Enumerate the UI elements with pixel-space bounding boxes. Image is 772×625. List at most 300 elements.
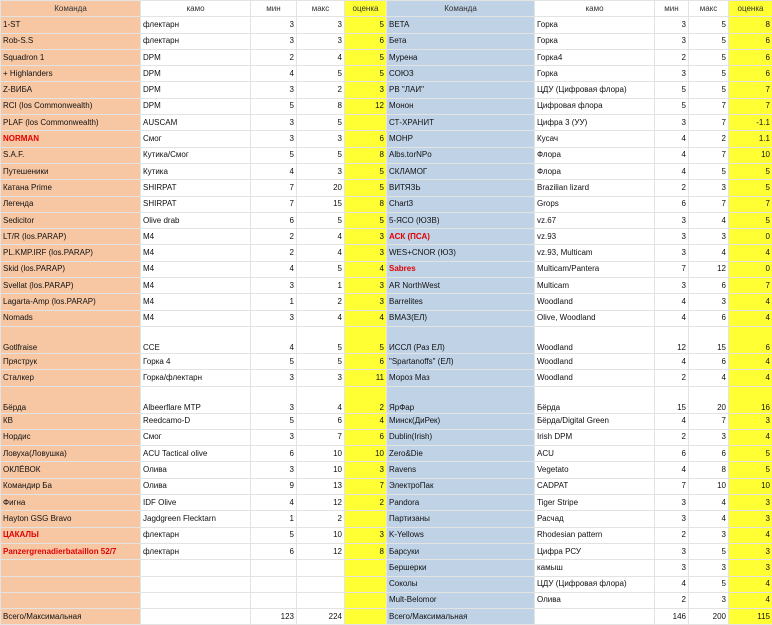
table-row (1, 511, 772, 527)
table-cell: Катана Prime (1, 180, 141, 196)
table-cell: 6 (729, 49, 772, 65)
table-cell: 2 (689, 131, 729, 147)
table-cell: 12 (297, 543, 345, 559)
table-cell: Grops (535, 196, 655, 212)
table-cell: 7 (689, 98, 729, 114)
table-cell: Барсуки (387, 543, 535, 559)
table-cell (251, 592, 297, 608)
table-cell: Ravens (387, 462, 535, 478)
table-cell: M4 (141, 294, 251, 310)
table-cell: 3 (297, 370, 345, 386)
table-row (1, 310, 772, 326)
table-cell: Флора (535, 147, 655, 163)
table-cell: 5-ЯСО (ЮЗВ) (387, 212, 535, 228)
table-cell: МОНР (387, 131, 535, 147)
table-cell: 4 (655, 462, 689, 478)
table-cell: 4 (689, 370, 729, 386)
table-cell: Mult-Belomor (387, 592, 535, 608)
table-cell: 7 (655, 261, 689, 277)
table-cell: 3 (345, 229, 387, 245)
table-cell: 8 (689, 462, 729, 478)
table-cell: 6 (729, 66, 772, 82)
table-cell: Всего/Максимальная (1, 609, 141, 625)
table-cell: Woodland (535, 370, 655, 386)
table-cell: 6 (345, 131, 387, 147)
table-cell: AR NorthWest (387, 278, 535, 294)
table-cell: 4 (729, 353, 772, 369)
table-cell: 3 (689, 560, 729, 576)
table-cell: 7 (689, 413, 729, 429)
table-cell: 4 (729, 576, 772, 592)
table-cell: 4 (655, 413, 689, 429)
table-cell: S.A.F. (1, 147, 141, 163)
table-cell: 7 (251, 196, 297, 212)
table-cell: Минск(ДиРек) (387, 413, 535, 429)
table-cell: 3 (345, 294, 387, 310)
table-row (1, 294, 772, 310)
table-cell: 10 (729, 147, 772, 163)
table-cell: 10 (297, 527, 345, 543)
table-cell: 6 (251, 212, 297, 228)
table-cell: Цифра 3 (УУ) (535, 115, 655, 131)
table-cell: 7 (689, 147, 729, 163)
table-cell: Бёрда (535, 386, 655, 413)
table-cell: 5 (729, 212, 772, 228)
table-cell: Бёрда (1, 386, 141, 413)
table-cell: 3 (655, 115, 689, 131)
table-cell: 8 (345, 147, 387, 163)
table-cell: Jagdgreen Flecktarn (141, 511, 251, 527)
table-cell (251, 560, 297, 576)
table-cell: Multicam/Pantera (535, 261, 655, 277)
table-cell: 4 (251, 495, 297, 511)
table-cell: 3 (655, 278, 689, 294)
table-cell: 5 (345, 212, 387, 228)
table-cell: ЭлектроПак (387, 478, 535, 494)
table-cell: флектарн (141, 17, 251, 33)
table-cell: 146 (655, 609, 689, 625)
table-cell: CCE (141, 326, 251, 353)
table-cell: "Spartanoffs" (ЕЛ) (387, 353, 535, 369)
table-cell: 16 (729, 386, 772, 413)
table-cell: vz.67 (535, 212, 655, 228)
table-cell: 3 (689, 180, 729, 196)
table-cell: AUSCAM (141, 115, 251, 131)
header-cell: мин (251, 1, 297, 17)
table-cell: 4 (689, 511, 729, 527)
table-cell: 3 (655, 245, 689, 261)
table-cell: Горка (535, 33, 655, 49)
table-cell: 3 (297, 17, 345, 33)
table-cell: 4 (729, 370, 772, 386)
table-row (1, 147, 772, 163)
table-body (1, 1, 772, 625)
table-cell: 9 (251, 478, 297, 494)
table-cell: Цифровая флора (535, 98, 655, 114)
table-cell: 4 (655, 131, 689, 147)
table-cell: vz.93, Multicam (535, 245, 655, 261)
table-cell: 5 (297, 212, 345, 228)
header-row (1, 1, 772, 17)
table-cell: 3 (729, 543, 772, 559)
table-cell: 4 (729, 245, 772, 261)
table-cell: 5 (689, 543, 729, 559)
table-cell (141, 609, 251, 625)
table-cell: 15 (297, 196, 345, 212)
table-cell: Sedicitor (1, 212, 141, 228)
table-cell: 4 (251, 163, 297, 179)
table-cell: IDF Olive (141, 495, 251, 511)
table-cell: M4 (141, 278, 251, 294)
table-cell: ACU Tactical olive (141, 446, 251, 462)
table-cell: 3 (345, 245, 387, 261)
table-cell: 8 (297, 98, 345, 114)
table-cell: 4 (729, 527, 772, 543)
table-cell: 3 (251, 131, 297, 147)
table-cell: 15 (689, 326, 729, 353)
table-cell: 3 (297, 131, 345, 147)
table-cell: камыш (535, 560, 655, 576)
table-cell: 6 (297, 413, 345, 429)
table-cell: Zero&Die (387, 446, 535, 462)
table-cell: 4 (655, 576, 689, 592)
table-cell: Chart3 (387, 196, 535, 212)
table-cell: 3 (297, 33, 345, 49)
table-cell: 12 (655, 326, 689, 353)
table-cell: Sabres (387, 261, 535, 277)
table-cell: Бершерки (387, 560, 535, 576)
table-cell: BETA (387, 17, 535, 33)
table-cell: СКЛАМОГ (387, 163, 535, 179)
table-cell: 123 (251, 609, 297, 625)
table-cell: 2 (655, 527, 689, 543)
table-cell: Hayton GSG Bravo (1, 511, 141, 527)
table-cell: 10 (689, 478, 729, 494)
table-cell: 3 (251, 462, 297, 478)
table-cell: 5 (689, 33, 729, 49)
table-cell: 4 (655, 294, 689, 310)
table-cell: 7 (297, 429, 345, 445)
table-cell: 224 (297, 609, 345, 625)
table-row (1, 576, 772, 592)
table-cell: 3 (729, 413, 772, 429)
table-cell: Соколы (387, 576, 535, 592)
table-cell: Woodland (535, 326, 655, 353)
table-cell: АСК (ПСА) (387, 229, 535, 245)
table-cell: 8 (345, 196, 387, 212)
table-cell: Монон (387, 98, 535, 114)
table-cell: 7 (689, 196, 729, 212)
table-cell: 5 (729, 163, 772, 179)
header-cell: Команда (387, 1, 535, 17)
table-cell (535, 609, 655, 625)
table-cell: M4 (141, 261, 251, 277)
table-cell (297, 576, 345, 592)
table-cell: ОКЛЁВОК (1, 462, 141, 478)
table-cell: 6 (729, 33, 772, 49)
table-cell: 4 (729, 592, 772, 608)
table-cell: 3 (729, 511, 772, 527)
table-cell: Z-ВИБА (1, 82, 141, 98)
table-cell: 6 (251, 543, 297, 559)
table-cell: 7 (729, 98, 772, 114)
table-cell: Nomads (1, 310, 141, 326)
table-cell: 3 (655, 212, 689, 228)
table-cell: Нордис (1, 429, 141, 445)
table-cell: ВИТЯЗЬ (387, 180, 535, 196)
table-cell: Легенда (1, 196, 141, 212)
table-cell: Tiger Stripe (535, 495, 655, 511)
table-cell: 3 (345, 462, 387, 478)
table-cell: 3 (655, 495, 689, 511)
table-cell: Сталкер (1, 370, 141, 386)
table-cell: 5 (297, 147, 345, 163)
table-cell: Командир Ба (1, 478, 141, 494)
table-cell: 4 (655, 147, 689, 163)
table-cell: Флора (535, 163, 655, 179)
table-cell: M4 (141, 229, 251, 245)
table-cell: 3 (251, 17, 297, 33)
table-cell: 7 (729, 196, 772, 212)
table-cell: СОЮЗ (387, 66, 535, 82)
table-cell: Всего/Максимальная (387, 609, 535, 625)
table-cell: 2 (251, 229, 297, 245)
table-cell: 6 (655, 196, 689, 212)
header-cell: оценка (729, 1, 772, 17)
table-cell: CADPAT (535, 478, 655, 494)
table-cell: 4 (729, 294, 772, 310)
table-cell: 3 (655, 543, 689, 559)
header-cell: макс (297, 1, 345, 17)
table-cell: Brazilian lizard (535, 180, 655, 196)
table-cell: Irish DPM (535, 429, 655, 445)
table-cell: Olive, Woodland (535, 310, 655, 326)
table-cell: 4 (297, 386, 345, 413)
table-row (1, 49, 772, 65)
table-cell (345, 609, 387, 625)
table-cell (345, 560, 387, 576)
table-cell: 3 (345, 278, 387, 294)
table-cell: Пряструк (1, 353, 141, 369)
table-cell: Мороз Маз (387, 370, 535, 386)
table-cell: + Highlanders (1, 66, 141, 82)
header-cell: макс (689, 1, 729, 17)
table-cell: 115 (729, 609, 772, 625)
table-cell (345, 115, 387, 131)
table-cell: Кусач (535, 131, 655, 147)
table-cell (297, 560, 345, 576)
table-cell: PL.KMP.IRF (los.PARAP) (1, 245, 141, 261)
table-cell: 10 (345, 446, 387, 462)
table-cell (345, 576, 387, 592)
table-cell: 8 (729, 17, 772, 33)
table-row (1, 386, 772, 413)
table-cell: Бёрда/Digital Green (535, 413, 655, 429)
table-cell: 3 (655, 560, 689, 576)
table-cell: ЦДУ (Цифровая флора) (535, 576, 655, 592)
table-cell: 12 (345, 98, 387, 114)
table-cell: 4 (297, 245, 345, 261)
table-cell: DPM (141, 98, 251, 114)
table-cell: 4 (729, 429, 772, 445)
table-cell: флектарн (141, 543, 251, 559)
table-cell: 5 (345, 163, 387, 179)
table-cell: ИССЛ (Раз ЕЛ) (387, 326, 535, 353)
table-cell: 5 (251, 413, 297, 429)
table-cell: WES+CNOR (ЮЗ) (387, 245, 535, 261)
table-cell: 3 (251, 370, 297, 386)
table-row (1, 429, 772, 445)
table-cell (1, 592, 141, 608)
table-cell: vz.93 (535, 229, 655, 245)
table-row (1, 163, 772, 179)
header-cell: оценка (345, 1, 387, 17)
table-cell (141, 576, 251, 592)
table-cell: 3 (689, 527, 729, 543)
table-cell: 4 (655, 163, 689, 179)
table-cell: M4 (141, 245, 251, 261)
table-cell: 1.1 (729, 131, 772, 147)
table-cell: 2 (297, 294, 345, 310)
table-cell: 5 (297, 353, 345, 369)
table-cell: Цифра РСУ (535, 543, 655, 559)
table-cell: 4 (345, 310, 387, 326)
table-cell: 20 (297, 180, 345, 196)
table-cell: Rhodesian pattern (535, 527, 655, 543)
table-cell: 4 (689, 212, 729, 228)
table-cell: 7 (729, 278, 772, 294)
table-cell: Смог (141, 429, 251, 445)
table-cell (251, 576, 297, 592)
table-cell: 4 (689, 245, 729, 261)
table-cell: 5 (655, 98, 689, 114)
table-cell: DPM (141, 49, 251, 65)
table-cell: 5 (251, 353, 297, 369)
table-cell: 4 (251, 66, 297, 82)
table-cell: Ловуха(Ловушка) (1, 446, 141, 462)
table-cell: 3 (655, 17, 689, 33)
table-cell: Albeerflare MTP (141, 386, 251, 413)
table-cell: ВМАЗ(ЕЛ) (387, 310, 535, 326)
table-cell: 6 (729, 326, 772, 353)
table-cell: 4 (729, 310, 772, 326)
table-cell: 3 (689, 294, 729, 310)
table-cell: ACU (535, 446, 655, 462)
table-cell: 3 (655, 511, 689, 527)
table-cell: 4 (297, 49, 345, 65)
table-row (1, 353, 772, 369)
table-cell: 5 (689, 66, 729, 82)
table-row (1, 261, 772, 277)
table-row (1, 592, 772, 608)
table-cell: Партизаны (387, 511, 535, 527)
table-cell: 6 (251, 446, 297, 462)
table-cell: Olive drab (141, 212, 251, 228)
table-cell: 5 (251, 98, 297, 114)
table-row (1, 212, 772, 228)
table-cell: 6 (655, 446, 689, 462)
table-cell: 7 (689, 115, 729, 131)
table-cell (1, 576, 141, 592)
table-cell: ЦДУ (Цифровая флора) (535, 82, 655, 98)
table-cell: PLAF (los Commonwealth) (1, 115, 141, 131)
table-cell: -1.1 (729, 115, 772, 131)
table-cell: 4 (689, 495, 729, 511)
table-cell: 3 (251, 386, 297, 413)
table-cell: 10 (297, 462, 345, 478)
table-cell: 3 (251, 82, 297, 98)
table-cell: 3 (689, 229, 729, 245)
table-cell: Albs.torNPo (387, 147, 535, 163)
table-cell: Rob-S.S (1, 33, 141, 49)
table-row (1, 245, 772, 261)
table-cell: 7 (729, 82, 772, 98)
table-cell: Woodland (535, 294, 655, 310)
table-row (1, 543, 772, 559)
table-row (1, 495, 772, 511)
table-cell: 6 (689, 446, 729, 462)
table-cell: 3 (251, 115, 297, 131)
table-cell: 2 (251, 245, 297, 261)
table-cell: Skid (los.PARAP) (1, 261, 141, 277)
table-cell: 2 (297, 511, 345, 527)
table-cell: Lagarta-Amp (los.PARAP) (1, 294, 141, 310)
table-cell: ЯрФар (387, 386, 535, 413)
table-cell: 2 (655, 180, 689, 196)
table-cell: Multicam (535, 278, 655, 294)
table-cell: 5 (345, 326, 387, 353)
table-cell: 4 (297, 310, 345, 326)
table-cell: Reedcamo-D (141, 413, 251, 429)
table-cell: 3 (655, 33, 689, 49)
table-row (1, 326, 772, 353)
table-cell: флектарн (141, 33, 251, 49)
table-cell: 2 (655, 49, 689, 65)
table-cell: Panzergrenadierbataillon 52/7 (1, 543, 141, 559)
table-cell: 2 (655, 592, 689, 608)
table-cell: 5 (345, 66, 387, 82)
table-cell (141, 560, 251, 576)
table-row (1, 17, 772, 33)
table-cell: 4 (251, 326, 297, 353)
table-row (1, 180, 772, 196)
table-cell: 5 (345, 17, 387, 33)
table-cell (297, 592, 345, 608)
table-cell: 5 (729, 462, 772, 478)
table-row (1, 370, 772, 386)
table-cell: Squadron 1 (1, 49, 141, 65)
table-cell: 7 (345, 478, 387, 494)
table-cell: 5 (689, 49, 729, 65)
table-cell: 3 (251, 278, 297, 294)
table-cell: Woodland (535, 353, 655, 369)
table-cell: Мурена (387, 49, 535, 65)
table-cell (1, 560, 141, 576)
table-cell: 5 (729, 446, 772, 462)
table-cell: 10 (297, 446, 345, 462)
table-cell: 6 (345, 429, 387, 445)
table-row (1, 462, 772, 478)
table-cell: 4 (297, 229, 345, 245)
table-cell: 0 (729, 229, 772, 245)
table-row (1, 229, 772, 245)
table-cell: 6 (345, 33, 387, 49)
table-cell: 12 (297, 495, 345, 511)
table-cell: флектарн (141, 527, 251, 543)
table-cell: 5 (297, 115, 345, 131)
table-row (1, 196, 772, 212)
table-cell: 7 (655, 478, 689, 494)
